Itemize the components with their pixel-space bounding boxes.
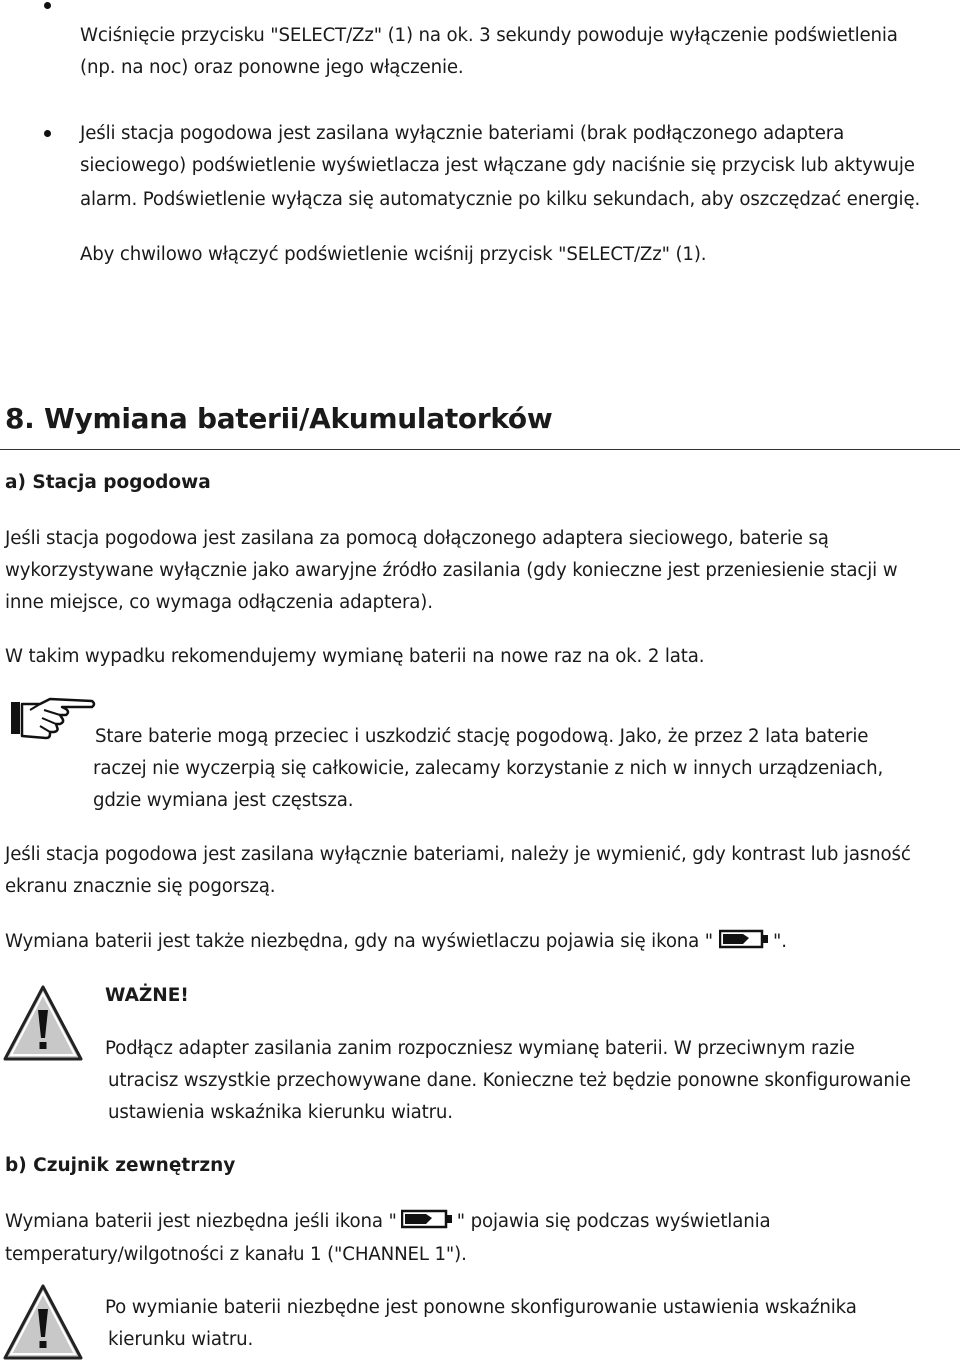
paragraph-5-text-after: " pojawia się podczas wyświetlania (456, 1211, 771, 1232)
note-line-2: raczej nie wyczerpią się całkowicie, zalecamy korzystanie z nich w innych urządzeniach, (93, 758, 884, 779)
note-line-3: gdzie wymiana jest częstsza. (93, 790, 354, 811)
warning-triangle-icon (2, 984, 84, 1062)
bullet-2-line-1: Jeśli stacja pogodowa jest zasilana wyłącznie bateriami (brak podłączonego adaptera (80, 123, 845, 144)
section-divider (0, 449, 960, 450)
bullet-2-line-2: sieciowego) podświetlenie wyświetlacza jest włączane gdy naciśnie się przycisk lub aktywuje (80, 155, 915, 176)
paragraph-5-line-2: temperatury/wilgotności z kanału 1 ("CHANNEL 1"). (5, 1244, 467, 1265)
bullet-1-line-2: (np. na noc) oraz ponowne jego włączenie. (80, 57, 464, 78)
paragraph-4-text-before: Wymiana baterii jest także niezbędna, gdy na wyświetlaczu pojawia się ikona " (5, 931, 714, 952)
paragraph-5-line-1 (5, 1206, 770, 1238)
warning-triangle-icon (2, 1283, 84, 1361)
paragraph-3-line-2: ekranu znacznie się pogorszą. (5, 876, 276, 897)
low-battery-icon (401, 1208, 455, 1230)
subsection-a-title: a) Stacja pogodowa (5, 472, 211, 493)
note-line-1: Stare baterie mogą przeciec i uszkodzić stację pogodową. Jako, że przez 2 lata baterie (95, 726, 869, 747)
paragraph-4 (5, 926, 787, 958)
warning-1-line-3: ustawienia wskaźnika kierunku wiatru. (108, 1102, 453, 1123)
low-battery-icon (719, 928, 771, 950)
bullet-marker (44, 2, 51, 9)
bullet-2-line-3: alarm. Podświetlenie wyłącza się automatycznie po kilku sekundach, aby oszczędzać energię. (80, 189, 921, 210)
subsection-b-title: b) Czujnik zewnętrzny (5, 1155, 236, 1176)
bullet-marker (44, 130, 51, 137)
bullet-2-extra: Aby chwilowo włączyć podświetlenie wciśnij przycisk "SELECT/Zz" (1). (80, 244, 707, 265)
section-title: 8. Wymiana baterii/Akumulatorków (5, 402, 553, 435)
paragraph-1-line-2: wykorzystywane wyłącznie jako awaryjne źródło zasilania (gdy konieczne jest przeniesienie stacji w (5, 560, 898, 581)
warning-2-line-2: kierunku wiatru. (108, 1329, 254, 1350)
paragraph-1-line-1: Jeśli stacja pogodowa jest zasilana za pomocą dołączonego adaptera sieciowego, baterie są (5, 528, 829, 549)
warning-1-title: WAŻNE! (105, 985, 189, 1006)
paragraph-1-line-3: inne miejsce, co wymaga odłączenia adaptera). (5, 592, 433, 613)
paragraph-2: W takim wypadku rekomendujemy wymianę baterii na nowe raz na ok. 2 lata. (5, 646, 705, 667)
paragraph-5-text-before: Wymiana baterii jest niezbędna jeśli ikona " (5, 1211, 397, 1232)
warning-1-line-2: utracisz wszystkie przechowywane dane. Konieczne też będzie ponowne skonfigurowanie (108, 1070, 911, 1091)
pointing-hand-icon (10, 696, 96, 742)
warning-2-line-1: Po wymianie baterii niezbędne jest ponowne skonfigurowanie ustawienia wskaźnika (105, 1297, 857, 1318)
bullet-1-line-1: Wciśnięcie przycisku "SELECT/Zz" (1) na ok. 3 sekundy powoduje wyłączenie podświetlenia (80, 25, 898, 46)
paragraph-4-text-after: ". (773, 931, 787, 952)
warning-1-line-1: Podłącz adapter zasilania zanim rozpoczniesz wymianę baterii. W przeciwnym razie (105, 1038, 855, 1059)
paragraph-3-line-1: Jeśli stacja pogodowa jest zasilana wyłącznie bateriami, należy je wymienić, gdy kontrast lub jasność (5, 844, 911, 865)
